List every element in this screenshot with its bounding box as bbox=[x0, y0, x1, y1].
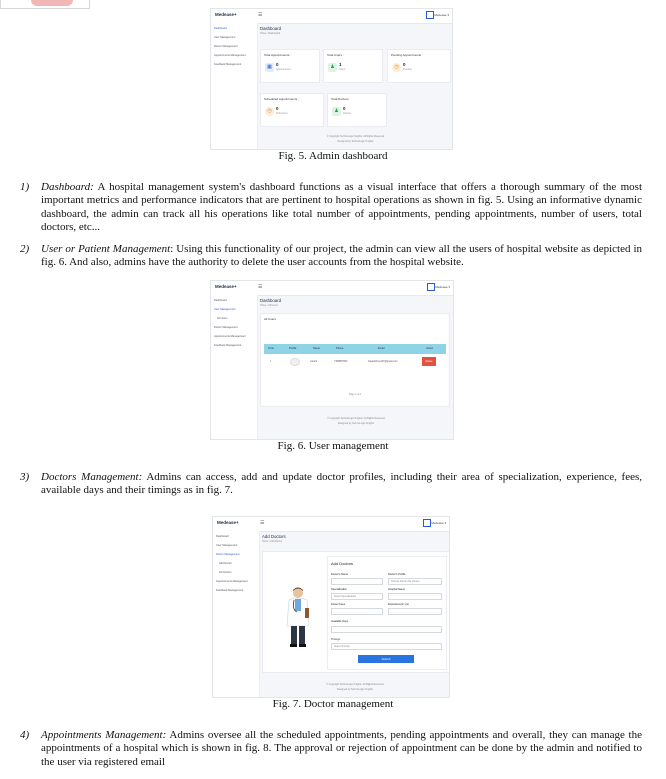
figure-caption: Fig. 6. User management bbox=[277, 440, 389, 452]
list-item bbox=[20, 729, 642, 769]
sidebar-item-feedback[interactable]: Feedback Management bbox=[216, 589, 244, 592]
logo-icon bbox=[427, 283, 435, 291]
main-content bbox=[259, 23, 452, 149]
sidebar-subitem-all-doctors[interactable]: All Doctors bbox=[219, 571, 232, 574]
column-header: Phone bbox=[336, 347, 344, 350]
delete-button[interactable]: Delete bbox=[422, 357, 436, 366]
submit-button[interactable]: Submit bbox=[358, 655, 414, 663]
list-item bbox=[20, 181, 642, 234]
top-crop-artifact bbox=[0, 0, 90, 9]
sidebar-item-appointments[interactable]: Appointments Management bbox=[216, 580, 248, 583]
item-title: User or Patient Management bbox=[41, 243, 171, 255]
figure-caption: Fig. 7. Doctor management bbox=[272, 698, 394, 710]
stat-title: Total Users : bbox=[327, 53, 344, 57]
doctor-name-input[interactable] bbox=[331, 578, 383, 585]
user-menu[interactable]: Medease ▾ bbox=[435, 285, 450, 289]
label-hospital-name: Hospital Name bbox=[388, 588, 406, 591]
timings-select[interactable]: Select Timings bbox=[331, 643, 442, 650]
item-number: 3) bbox=[20, 471, 30, 483]
list-item bbox=[20, 243, 642, 270]
user-menu[interactable]: Medease ▾ bbox=[434, 13, 449, 17]
list-item bbox=[20, 471, 642, 498]
brand-logo: Medease+ bbox=[215, 284, 237, 289]
menu-icon[interactable]: ☰ bbox=[260, 520, 265, 526]
stat-value: 1 bbox=[339, 62, 342, 67]
item-text: Admins can access, add and update doctor profiles, including their area of specialization, experience, fees, available days and their timings as in fig. 7. bbox=[41, 471, 642, 497]
column-header: Profile bbox=[289, 347, 297, 350]
stat-sub: Appointments bbox=[276, 68, 291, 71]
sidebar-item-feedback[interactable]: Feedback Management bbox=[214, 63, 242, 66]
sidebar-subitem-all-users[interactable]: All Users bbox=[217, 317, 228, 320]
sidebar-item-feedback[interactable]: Feedback Management bbox=[214, 344, 242, 347]
logo-icon bbox=[426, 11, 434, 19]
page-title: Add Doctors bbox=[262, 534, 286, 539]
column-header: Action bbox=[426, 347, 434, 350]
item-number: 2) bbox=[20, 243, 30, 255]
section-title: All Users bbox=[264, 317, 277, 321]
page-title: Dashboard bbox=[260, 298, 282, 303]
breadcrumb: Home / Dashboard bbox=[260, 32, 281, 35]
sidebar-subitem-add-doctor[interactable]: Add Doctor bbox=[219, 562, 232, 565]
label-specialization: Specialization bbox=[331, 588, 348, 591]
footer-copyright: © Copyright TechnoLogic Knights. All Rights Reserved bbox=[327, 417, 385, 420]
sidebar-item-doctors[interactable]: Doctor Management bbox=[214, 326, 238, 329]
brand-logo: Medease+ bbox=[215, 12, 237, 17]
avatar bbox=[290, 358, 300, 366]
stat-value: 0 bbox=[403, 62, 406, 67]
doctor-illustration bbox=[283, 586, 313, 648]
decorative-shape bbox=[31, 0, 73, 6]
available-days-input[interactable] bbox=[331, 626, 442, 633]
footer-designed: Designed by TechnoLogic Knights bbox=[338, 422, 374, 425]
sidebar bbox=[213, 531, 260, 697]
menu-icon[interactable]: ☰ bbox=[258, 284, 263, 290]
fig6-screenshot bbox=[210, 280, 454, 440]
column-header: S.No bbox=[268, 347, 274, 350]
stat-card bbox=[260, 93, 324, 127]
stat-value: 0 bbox=[343, 106, 346, 111]
logo-icon bbox=[423, 519, 431, 527]
stat-title: Scheduled Appointments : bbox=[264, 97, 299, 101]
topbar bbox=[211, 281, 453, 296]
users-table-card bbox=[260, 313, 450, 407]
pagination[interactable]: Page 1 of 1 bbox=[348, 393, 362, 396]
sidebar-item-users[interactable]: User Management bbox=[216, 544, 238, 547]
sidebar-item-users[interactable]: User Management bbox=[214, 308, 236, 311]
stat-value: 0 bbox=[276, 106, 279, 111]
stat-card bbox=[327, 93, 387, 127]
breadcrumb: Home / Add Doctor bbox=[262, 540, 283, 543]
column-header: Email bbox=[378, 347, 385, 350]
sidebar-item-users[interactable]: User Management bbox=[214, 36, 236, 39]
fig5-screenshot bbox=[210, 8, 453, 150]
main-content bbox=[259, 295, 453, 439]
sidebar-item-dashboard[interactable]: Dashboard bbox=[214, 27, 227, 30]
stat-title: Pending Appointments : bbox=[391, 53, 423, 57]
footer-designed: Designed by TechnoLogic Knights bbox=[337, 140, 374, 143]
sidebar-item-appointments[interactable]: Appointments Management bbox=[214, 54, 246, 57]
profile-file-input[interactable]: Choose File No file chosen bbox=[388, 578, 442, 585]
label-timings: Timings bbox=[331, 638, 340, 641]
main-content bbox=[261, 531, 449, 697]
item-text: : Using this functionality of our project, the admin can view all the users of hospital website as depicted in fig. 6. And also, admins have the authority to delete the user accounts from the hospital website. bbox=[41, 243, 642, 269]
user-menu[interactable]: Medease ▾ bbox=[431, 521, 446, 525]
stat-sub: Users bbox=[339, 68, 346, 71]
column-header: Name bbox=[313, 347, 320, 350]
sidebar-item-doctors[interactable]: Doctor Management bbox=[214, 45, 238, 48]
breadcrumb: Home / All Users bbox=[260, 304, 278, 307]
specialization-select[interactable]: Select Specialization bbox=[331, 593, 383, 600]
hospital-name-input[interactable] bbox=[388, 593, 442, 600]
topbar bbox=[213, 517, 449, 532]
sidebar-item-dashboard[interactable]: Dashboard bbox=[216, 535, 229, 538]
topbar bbox=[211, 9, 452, 24]
stat-card bbox=[387, 49, 451, 83]
stat-title: Total Doctors : bbox=[331, 97, 351, 101]
cell-sno: 1 bbox=[270, 360, 272, 363]
menu-icon[interactable]: ☰ bbox=[258, 12, 263, 18]
label-doctor-profile: Doctor's Profile bbox=[388, 573, 406, 576]
stat-sub: Doctors bbox=[343, 112, 352, 115]
users-icon: ♟ bbox=[328, 63, 337, 72]
clock-icon: ◷ bbox=[265, 107, 274, 116]
stat-title: Total Appointments : bbox=[264, 53, 292, 57]
form-panel bbox=[327, 556, 447, 670]
footer-copyright: © Copyright TechnoLogic Knights. All Rights Reserved bbox=[326, 683, 384, 686]
label-doctor-fees: Doctor Fees bbox=[331, 603, 346, 606]
figure-caption: Fig. 5. Admin dashboard bbox=[278, 150, 388, 162]
stat-sub: Scheduled bbox=[276, 112, 288, 115]
cell-name: varsha bbox=[310, 360, 318, 363]
stat-value: 0 bbox=[276, 62, 279, 67]
stat-card bbox=[323, 49, 383, 83]
experience-input[interactable] bbox=[388, 608, 442, 615]
fig7-screenshot bbox=[212, 516, 450, 698]
calendar-icon: ▦ bbox=[265, 63, 274, 72]
table-row bbox=[264, 356, 446, 368]
brand-logo: Medease+ bbox=[217, 520, 239, 525]
doctor-fees-input[interactable] bbox=[331, 608, 383, 615]
doctor-icon: ♟ bbox=[332, 107, 341, 116]
form-title: Add Doctors bbox=[331, 561, 354, 566]
sidebar-item-dashboard[interactable]: Dashboard bbox=[214, 299, 227, 302]
item-text: A hospital management system's dashboard functions as a visual interface that offers a thorough summary of the most important metrics and performance indicators that are pertinent to hospital operations as shown in fig. 5. Using an informative dynamic dashboard, the admin can track all his operations like total number of appointments, pending appointments, number of users, total doctors, etc... bbox=[41, 181, 642, 233]
item-title: Appointments Management: bbox=[41, 729, 167, 741]
clock-icon: ◷ bbox=[392, 63, 401, 72]
label-experience: Experience(in yrs) bbox=[388, 603, 409, 606]
item-text: Admins oversee all the scheduled appointments, pending appointments and overall, they can manage the appointments of a hospital which is shown in fig. 8. The approval or rejection of appointment can be done by the admin and notified to the user via registered email bbox=[41, 729, 642, 768]
sidebar bbox=[211, 295, 258, 439]
cell-phone: 7398857890 bbox=[334, 360, 348, 363]
sidebar bbox=[211, 23, 258, 149]
stat-card bbox=[260, 49, 320, 83]
add-doctor-card bbox=[262, 551, 450, 673]
stat-sub: Pending bbox=[403, 68, 412, 71]
table-header bbox=[264, 344, 446, 354]
item-number: 4) bbox=[20, 729, 30, 741]
label-doctor-name: Doctor's Name bbox=[331, 573, 349, 576]
footer-designed: Designed by TechnoLogic Knights bbox=[337, 688, 373, 691]
item-number: 1) bbox=[20, 181, 30, 193]
item-title: Dashboard: bbox=[41, 181, 94, 193]
cell-email: hasankhmed27@gmail.com bbox=[368, 360, 398, 363]
label-available-days: Available Days bbox=[331, 620, 349, 623]
page-title: Dashboard bbox=[260, 26, 282, 31]
sidebar-item-doctors[interactable]: Doctor Management bbox=[216, 553, 240, 556]
item-title: Doctors Management: bbox=[41, 471, 143, 483]
footer-copyright: © Copyright TechnoLogic Knights. All Rights Reserved bbox=[326, 135, 385, 138]
sidebar-item-appointments[interactable]: Appointments Management bbox=[214, 335, 246, 338]
